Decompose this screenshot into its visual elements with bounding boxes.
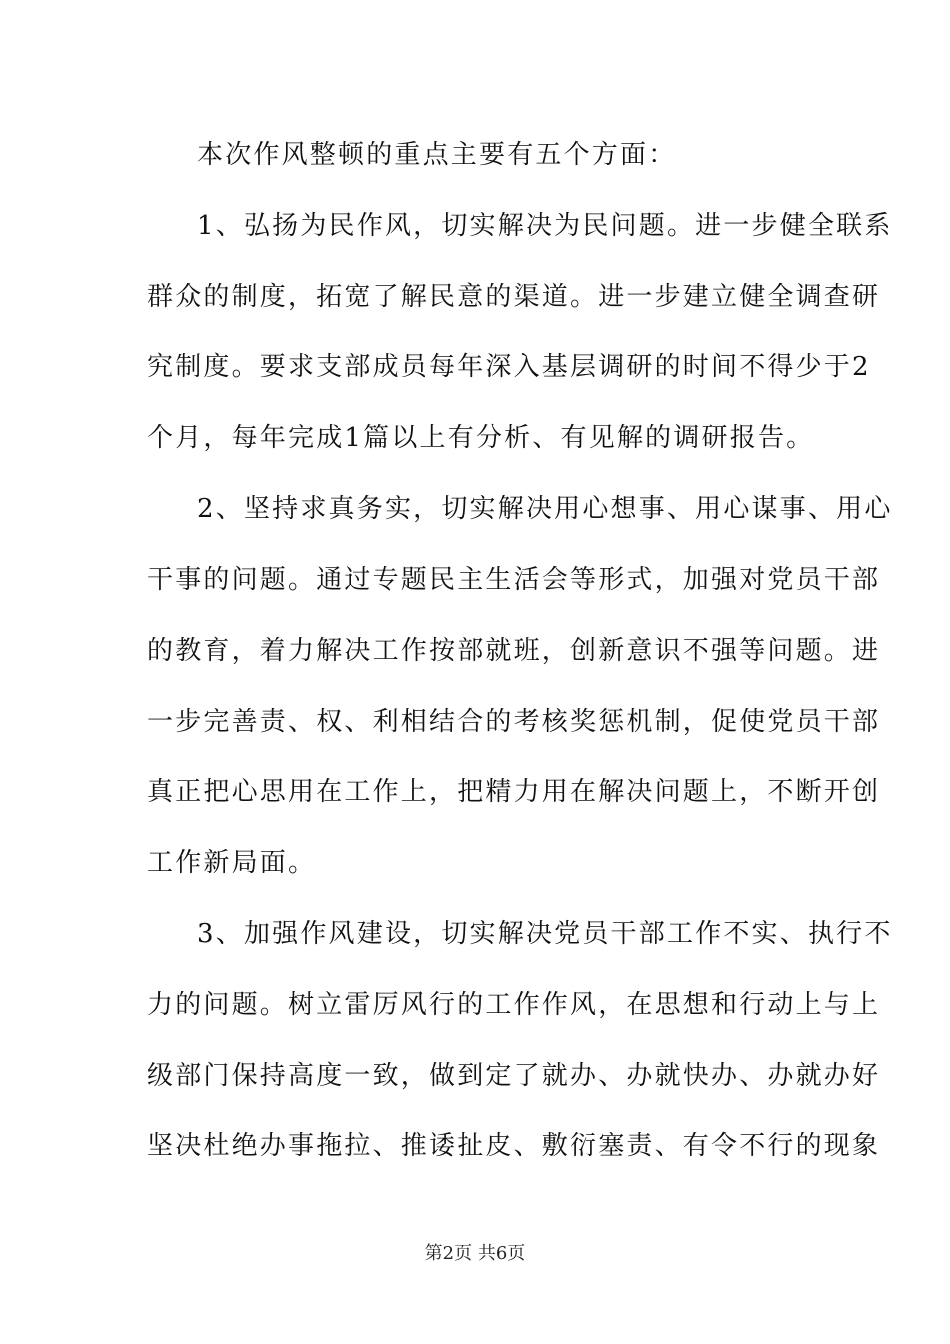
paragraph-1-line: 究制度。要求支部成员每年深入基层调研的时间不得少于2 xyxy=(147,352,871,382)
paragraph-1-line: 群众的制度，拓宽了解民意的渠道。进一步建立健全调查研 xyxy=(147,282,881,312)
page-number-footer: 第2页 共6页 xyxy=(424,1243,526,1264)
paragraph-3-line: 力的问题。树立雷厉风行的工作作风，在思想和行动上与上 xyxy=(147,990,881,1020)
paragraph-1-line: 1、弘扬为民作风，切实解决为民问题。进一步健全联系 xyxy=(197,211,893,241)
paragraph-2-line: 工作新局面。 xyxy=(147,848,317,878)
paragraph-3-line: 3、加强作风建设，切实解决党员干部工作不实、执行不 xyxy=(197,919,893,949)
paragraph-2-line: 的教育，着力解决工作按部就班，创新意识不强等问题。进 xyxy=(147,636,881,666)
paragraph-2-line: 2、坚持求真务实，切实解决用心想事、用心谋事、用心 xyxy=(197,494,893,524)
paragraph-1-line: 个月，每年完成1篇以上有分析、有见解的调研报告。 xyxy=(147,423,815,453)
paragraph-2-line: 一步完善责、权、利相结合的考核奖惩机制，促使党员干部 xyxy=(147,707,881,737)
paragraph-2-line: 干事的问题。通过专题民主生活会等形式，加强对党员干部 xyxy=(147,565,881,595)
intro-line: 本次作风整顿的重点主要有五个方面： xyxy=(197,140,677,170)
paragraph-3-line: 坚决杜绝办事拖拉、推诿扯皮、敷衍塞责、有令不行的现象 xyxy=(147,1131,881,1161)
paragraph-2-line: 真正把心思用在工作上，把精力用在解决问题上，不断开创 xyxy=(147,777,881,807)
paragraph-3-line: 级部门保持高度一致，做到定了就办、办就快办、办就办好 xyxy=(147,1061,881,1091)
